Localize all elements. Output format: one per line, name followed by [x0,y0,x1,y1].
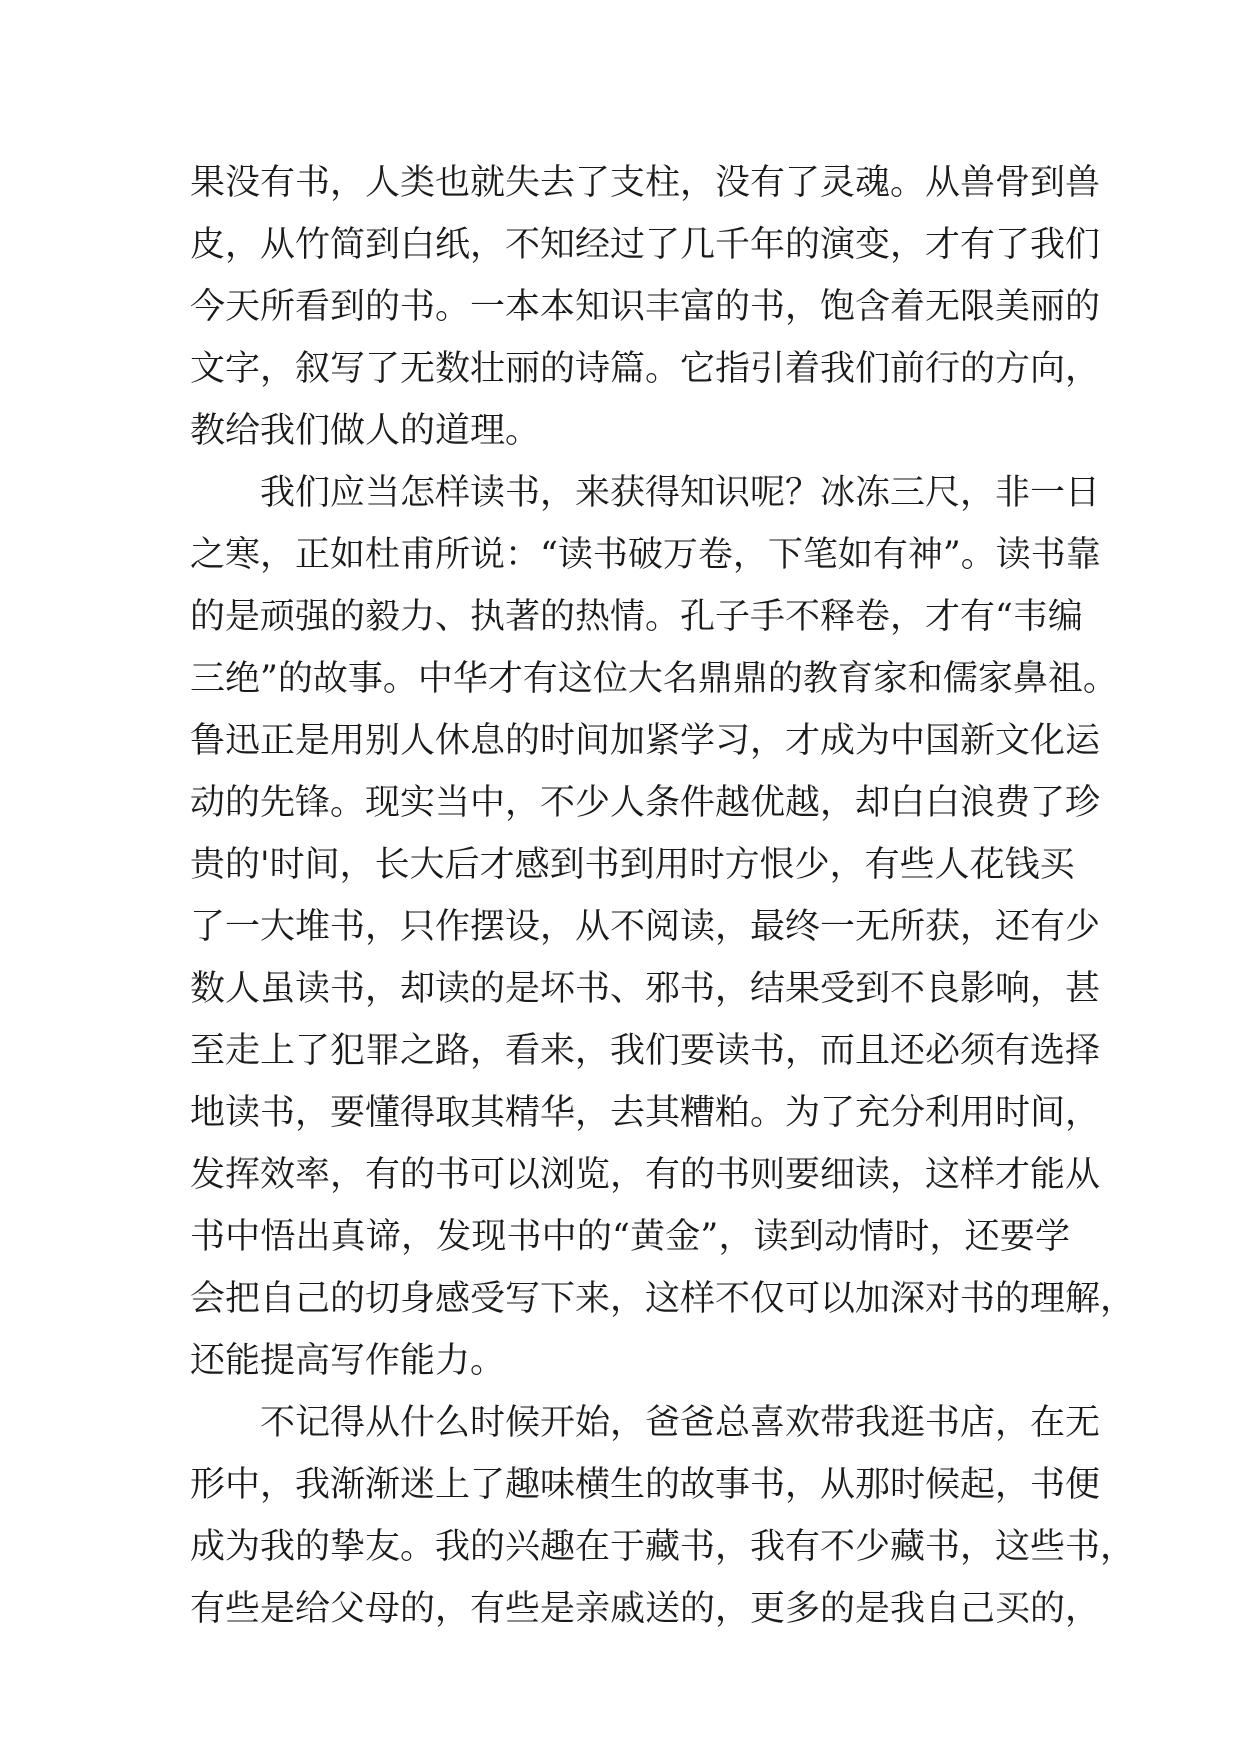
text-line: 果没有书，人类也就失去了支柱，没有了灵魂。从兽骨到兽 [190,163,1101,203]
text-line: 动的先锋。现实当中，不少人条件越优越，却白白浪费了珍 [190,783,1101,823]
text-line: 文字，叙写了无数壮丽的诗篇。它指引着我们前行的方向， [190,349,1101,389]
text-line: 地读书，要懂得取其精华，去其糟粕。为了充分利用时间， [190,1093,1101,1133]
text-line: 会把自己的切身感受写下来，这样不仅可以加深对书的理解， [190,1279,1136,1319]
text-line: 发挥效率，有的书可以浏览，有的书则要细读，这样才能从 [190,1155,1101,1195]
text-line: 今天所看到的书。一本本知识丰富的书，饱含着无限美丽的 [190,287,1101,327]
text-line: 书中悟出真谛，发现书中的“黄金”，读到动情时，还要学 [190,1217,1070,1257]
text-line: 三绝”的故事。中华才有这位大名鼎鼎的教育家和儒家鼻祖。 [190,659,1118,699]
text-line: 还能提高写作能力。 [190,1341,506,1381]
body-text [190,152,1136,1640]
text-line: 之寒，正如杜甫所说：“读书破万卷，下笔如有神”。读书靠 [190,535,1101,575]
text-line: 贵的'时间，长大后才感到书到用时方恨少，有些人花钱买 [190,845,1075,885]
paragraph-first-line: 我们应当怎样读书，来获得知识呢？冰冻三尺，非一日 [260,473,1101,513]
text-line: 至走上了犯罪之路，看来，我们要读书，而且还必须有选择 [190,1031,1101,1071]
text-line: 皮，从竹简到白纸，不知经过了几千年的演变，才有了我们 [190,225,1101,265]
text-line: 形中，我渐渐迷上了趣味横生的故事书，从那时候起，书便 [190,1465,1101,1505]
paragraph-first-line: 不记得从什么时候开始，爸爸总喜欢带我逛书店，在无 [260,1403,1101,1443]
text-line: 数人虽读书，却读的是坏书、邪书，结果受到不良影响，甚 [190,969,1101,1009]
text-line: 有些是给父母的，有些是亲戚送的，更多的是我自己买的， [190,1589,1101,1629]
text-line: 成为我的挚友。我的兴趣在于藏书，我有不少藏书，这些书， [190,1527,1136,1567]
text-line: 的是顽强的毅力、执著的热情。孔子手不释卷，才有“韦编 [190,597,1083,637]
text-line: 鲁迅正是用别人休息的时间加紧学习，才成为中国新文化运 [190,721,1101,761]
text-line: 教给我们做人的道理。 [190,411,541,451]
text-line: 了一大堆书，只作摆设，从不阅读，最终一无所获，还有少 [190,907,1101,947]
